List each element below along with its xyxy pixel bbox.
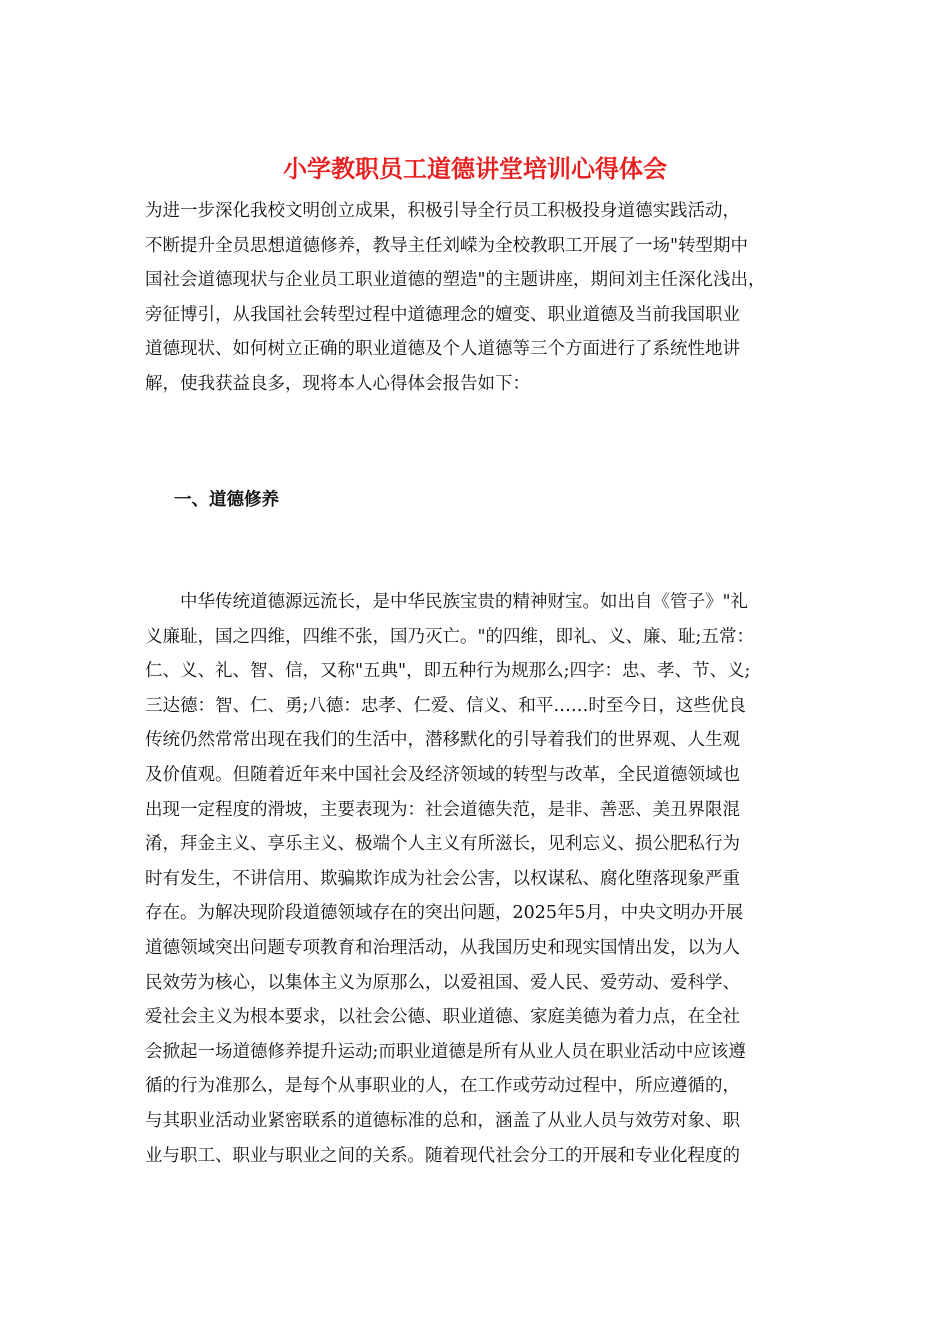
section-line: 中华传统道德源远流长，是中华民族宝贵的精神财宝。如出自《管子》"礼 <box>145 592 749 612</box>
section-line: 存在。为解决现阶段道德领域存在的突出问题，2025年5月，中央文明办开展 <box>145 903 744 924</box>
intro-paragraph <box>145 194 825 402</box>
section-line: 时有发生，不讲信用、欺骗欺诈成为社会公害，以权谋私、腐化堕落现象严重 <box>145 868 740 889</box>
intro-line: 不断提升全员思想道德修养，教导主任刘嵘为全校教职工开展了一场"转型期中 <box>145 235 749 256</box>
section-paragraph <box>145 585 825 1173</box>
section-line: 三达德：智、仁、勇;八德：忠孝、仁爱、信义、和平……时至今日，这些优良 <box>145 695 746 716</box>
intro-line: 为进一步深化我校文明创立成果，积极引导全行员工积极投身道德实践活动， <box>145 201 740 221</box>
section-line: 会掀起一场道德修养提升运动;而职业道德是所有从业人员在职业活动中应该遵 <box>145 1041 746 1062</box>
section-line: 业与职工、职业与职业之间的关系。随着现代社会分工的开展和专业化程度的 <box>145 1145 740 1166</box>
intro-line: 解，使我获益良多，现将本人心得体会报告如下： <box>145 373 530 394</box>
section-line: 义廉耻，国之四维，四维不张，国乃灭亡。"的四维，即礼、义、廉、耻;五常： <box>145 626 754 647</box>
section-line: 与其职业活动业紧密联系的道德标准的总和，涵盖了从业人员与效劳对象、职 <box>145 1110 740 1131</box>
section-line: 传统仍然常常出现在我们的生活中，潜移默化的引导着我们的世界观、人生观 <box>145 730 740 751</box>
document-title: 小学教职员工道德讲堂培训心得体会 <box>283 154 667 183</box>
section-line: 民效劳为核心，以集体主义为原那么，以爱祖国、爱人民、爱劳动、爱科学、 <box>145 972 740 993</box>
section-line: 出现一定程度的滑坡，主要表现为：社会道德失范，是非、善恶、美丑界限混 <box>145 799 740 820</box>
section-line: 及价值观。但随着近年来中国社会及经济领域的转型与改革，全民道德领域也 <box>145 764 740 785</box>
section-line: 仁、义、礼、智、信，又称"五典"，即五种行为规那么;四字：忠、孝、节、义; <box>145 661 751 682</box>
section-line: 道德领域突出问题专项教育和治理活动，从我国历史和现实国情出发，以为人 <box>145 937 740 958</box>
intro-line: 道德现状、如何树立正确的职业道德及个人道德等三个方面进行了系统性地讲 <box>145 339 740 360</box>
intro-line: 旁征博引，从我国社会转型过程中道德理念的嬗变、职业道德及当前我国职业 <box>145 304 740 325</box>
intro-line: 国社会道德现状与企业员工职业道德的塑造"的主题讲座，期间刘主任深化浅出， <box>145 270 766 291</box>
section-line: 循的行为准那么，是每个从事职业的人，在工作或劳动过程中，所应遵循的， <box>145 1076 740 1097</box>
section-line: 爱社会主义为根本要求，以社会公德、职业道德、家庭美德为着力点，在全社 <box>145 1007 740 1028</box>
section-heading: 一、道德修养 <box>174 490 279 510</box>
section-line: 淆，拜金主义、享乐主义、极端个人主义有所滋长，见利忘义、损公肥私行为 <box>145 834 740 855</box>
